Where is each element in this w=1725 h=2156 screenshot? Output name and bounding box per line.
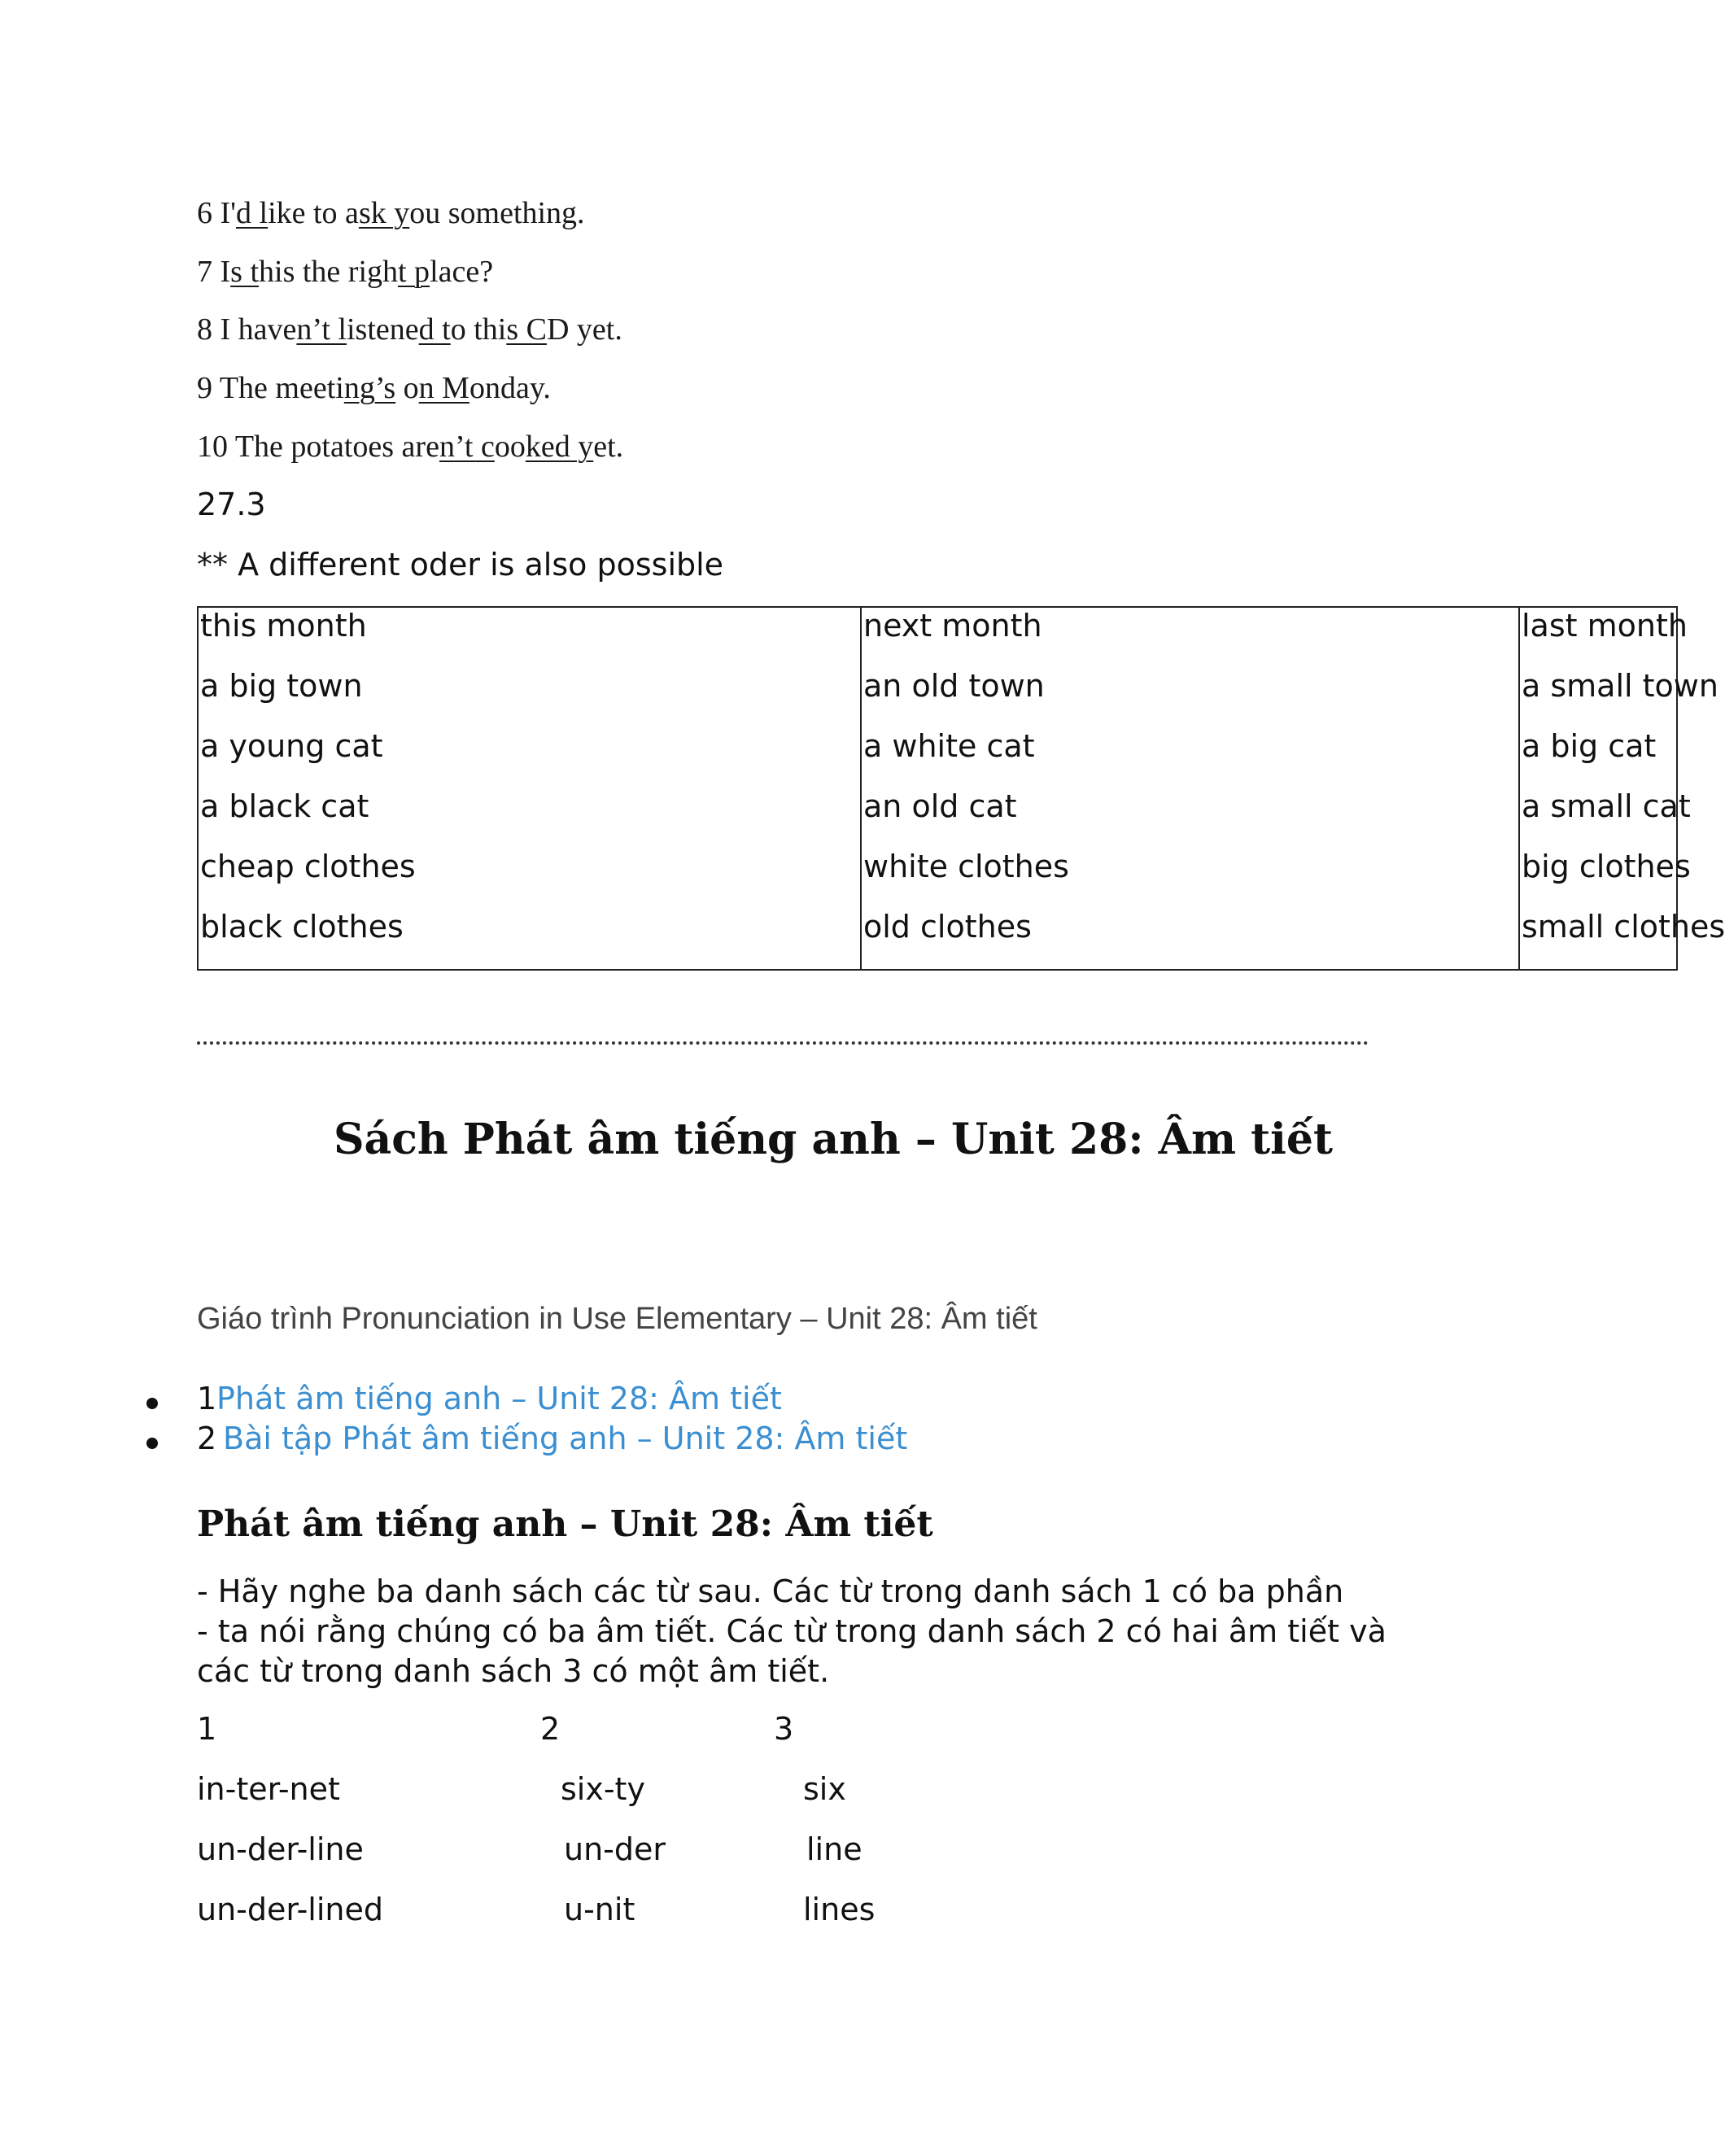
sentence-10 [197, 429, 623, 465]
paragraph-line: - Hãy nghe ba danh sách các từ sau. Các từ trong danh sách 1 có ba phần [197, 1573, 1344, 1609]
table-cell: a white cat [863, 728, 1035, 764]
note: ** A different oder is also possible [197, 547, 724, 583]
underlined-segment: n’t l [296, 312, 347, 347]
table-cell: big clothes [1522, 849, 1691, 884]
dotted-divider [197, 1041, 1369, 1045]
table-cell: black clothes [200, 909, 404, 945]
list-item: line [806, 1831, 862, 1867]
table-cell: a big cat [1522, 728, 1657, 764]
underlined-segment: s C [506, 312, 547, 347]
table-column-3 [1518, 608, 1725, 969]
subtitle: Giáo trình Pronunciation in Use Elementary – Unit 28: Âm tiết [197, 1302, 1037, 1336]
table-cell: small clothes [1522, 909, 1725, 945]
underlined-segment: s t [230, 255, 260, 289]
text-segment: onday. [469, 371, 551, 405]
text-segment: istene [346, 312, 419, 347]
text-segment: The potatoes are [234, 430, 439, 464]
sentence-number: 9 [197, 371, 220, 405]
sentence-7 [197, 254, 493, 290]
list-item: six-ty [561, 1771, 645, 1807]
text-segment: D yet. [546, 312, 622, 347]
section-label: 27.3 [197, 487, 266, 522]
sentence-number: 10 [197, 430, 235, 464]
sentence-number: 8 [197, 312, 221, 347]
sentence-9 [197, 370, 551, 406]
table-cell: a young cat [200, 728, 383, 764]
list-item: u-nit [564, 1892, 635, 1927]
text-segment: The meeti [219, 371, 344, 405]
underlined-segment: d t [418, 312, 451, 347]
text-segment: et. [593, 430, 624, 464]
table-cell: this month [200, 608, 367, 644]
list-header-2: 2 [540, 1711, 561, 1747]
toc-link-1[interactable]: Phát âm tiếng anh – Unit 28: Âm tiết [216, 1381, 782, 1416]
underlined-segment: sk y [358, 196, 410, 230]
table-cell: cheap clothes [200, 849, 416, 884]
list-item: in-ter-net [197, 1771, 340, 1807]
toc-number: 2 [197, 1421, 217, 1456]
table-column-2 [860, 608, 1069, 969]
underlined-segment: n M [418, 371, 469, 405]
text-segment: lace? [430, 255, 494, 289]
text-segment: his the righ [259, 255, 398, 289]
underlined-segment: n’t c [439, 430, 495, 464]
sentence-number: 7 [197, 255, 221, 289]
bullet-icon [146, 1438, 158, 1449]
table-cell: next month [863, 608, 1042, 644]
text-segment: I have [220, 312, 297, 347]
list-item: lines [803, 1892, 876, 1927]
list-item: un-der-line [197, 1831, 364, 1867]
text-segment: ou something. [409, 196, 585, 230]
section-heading: Phát âm tiếng anh – Unit 28: Âm tiết [197, 1504, 933, 1545]
list-item: un-der [564, 1831, 666, 1867]
text-segment: o thi [450, 312, 507, 347]
text-segment: I [220, 255, 231, 289]
toc-link-2[interactable]: Bài tập Phát âm tiếng anh – Unit 28: Âm tiết [223, 1421, 908, 1456]
list-item: six [803, 1771, 846, 1807]
table-cell: an old cat [863, 788, 1017, 824]
table-cell: white clothes [863, 849, 1069, 884]
main-title: Sách Phát âm tiếng anh – Unit 28: Âm tiết [333, 1115, 1334, 1164]
list-header-3: 3 [774, 1711, 794, 1747]
bullet-icon [146, 1398, 158, 1409]
sentence-8 [197, 312, 622, 347]
table-cell: a small cat [1522, 788, 1691, 824]
text-segment: ike to a [268, 196, 359, 230]
underlined-segment: t p [398, 255, 430, 289]
underlined-segment: ked y [525, 430, 594, 464]
table-cell: a big town [200, 668, 363, 704]
list-header-1: 1 [197, 1711, 217, 1747]
list-item: un-der-lined [197, 1892, 383, 1927]
text-segment: oo [494, 430, 526, 464]
table-cell: a small town [1522, 668, 1718, 704]
intro-paragraph [197, 1572, 1466, 1691]
paragraph-line: - ta nói rằng chúng có ba âm tiết. Các từ trong danh sách 2 có hai âm tiết và [197, 1613, 1387, 1649]
text-segment: o [395, 371, 419, 405]
paragraph-line: các từ trong danh sách 3 có một âm tiết. [197, 1653, 830, 1689]
table-cell: an old town [863, 668, 1045, 704]
text-segment: I' [220, 196, 237, 230]
sentence-6 [197, 195, 585, 231]
comparison-table [197, 606, 1725, 971]
table-cell: a black cat [200, 788, 369, 824]
toc-number: 1 [197, 1381, 217, 1416]
underlined-segment: d l [236, 196, 269, 230]
underlined-segment: ng’s [343, 371, 396, 405]
table-cell: last month [1522, 608, 1688, 644]
table-cell: old clothes [863, 909, 1032, 945]
sentence-number: 6 [197, 196, 221, 230]
